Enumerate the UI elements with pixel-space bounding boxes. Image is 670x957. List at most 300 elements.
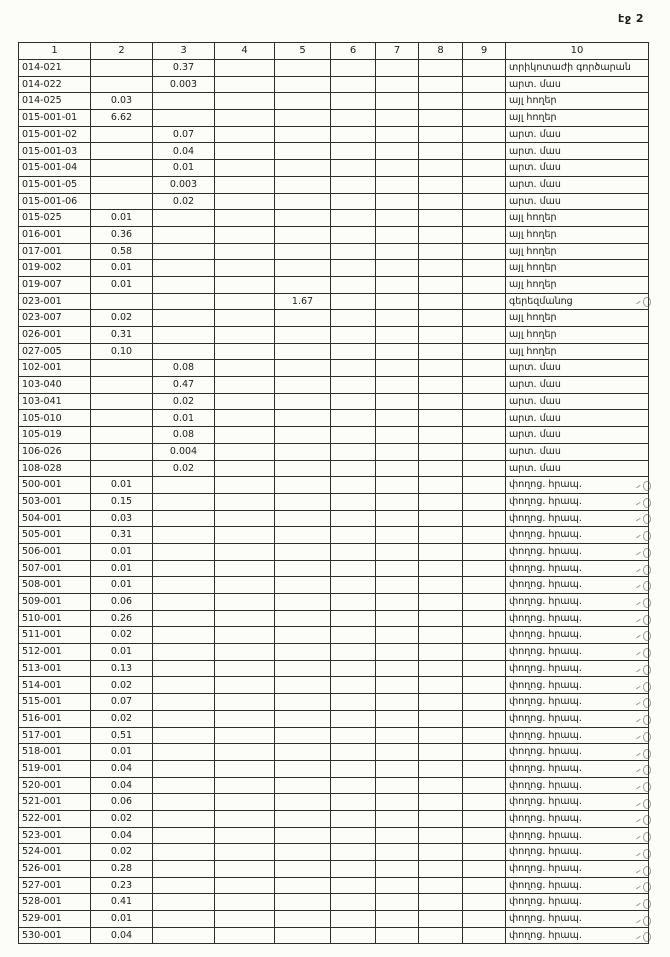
margin-handwriting-mark xyxy=(636,931,656,942)
table-cell xyxy=(463,210,506,227)
table-cell xyxy=(275,126,331,143)
table-row xyxy=(19,560,649,577)
table-cell: այլ հողեր xyxy=(506,243,649,260)
table-cell xyxy=(275,477,331,494)
table-cell: 0.06 xyxy=(91,794,153,811)
table-cell xyxy=(376,160,419,177)
table-cell: փողոց. հրապ. xyxy=(506,810,649,827)
table-cell xyxy=(463,510,506,527)
table-cell: փողոց. հրապ. xyxy=(506,861,649,878)
table-cell: 0.02 xyxy=(153,193,215,210)
table-cell xyxy=(275,276,331,293)
table-row xyxy=(19,493,649,510)
table-cell xyxy=(275,894,331,911)
table-cell xyxy=(331,210,376,227)
table-cell xyxy=(376,410,419,427)
margin-handwriting-mark xyxy=(636,865,656,876)
table-cell xyxy=(215,393,275,410)
table-cell xyxy=(376,143,419,160)
table-cell xyxy=(463,393,506,410)
table-row xyxy=(19,911,649,928)
table-cell xyxy=(153,710,215,727)
table-cell xyxy=(331,777,376,794)
table-cell xyxy=(419,110,463,127)
table-cell xyxy=(419,343,463,360)
table-cell xyxy=(419,844,463,861)
table-cell xyxy=(376,377,419,394)
table-row xyxy=(19,510,649,527)
table-cell xyxy=(376,343,419,360)
table-cell xyxy=(419,543,463,560)
table-cell xyxy=(376,543,419,560)
table-cell: 015-001-01 xyxy=(19,110,91,127)
table-cell xyxy=(463,477,506,494)
table-cell xyxy=(153,677,215,694)
table-cell xyxy=(215,493,275,510)
table-cell: փողոց. հրապ. xyxy=(506,577,649,594)
table-cell: 530-001 xyxy=(19,927,91,944)
table-cell: 0.01 xyxy=(91,276,153,293)
table-cell xyxy=(376,477,419,494)
table-cell: 0.07 xyxy=(91,694,153,711)
table-cell xyxy=(419,694,463,711)
table-cell xyxy=(376,126,419,143)
table-cell: փողոց. հրապ. xyxy=(506,911,649,928)
table-cell xyxy=(419,861,463,878)
table-cell: 0.003 xyxy=(153,176,215,193)
table-row xyxy=(19,293,649,310)
table-cell xyxy=(331,343,376,360)
table-cell: 016-001 xyxy=(19,226,91,243)
table-cell xyxy=(331,877,376,894)
margin-handwriting-mark xyxy=(636,748,656,759)
table-cell xyxy=(153,861,215,878)
table-cell xyxy=(419,126,463,143)
table-cell xyxy=(275,143,331,160)
table-cell: 019-002 xyxy=(19,260,91,277)
table-cell: 108-028 xyxy=(19,460,91,477)
table-cell: փողոց. հրապ. xyxy=(506,777,649,794)
table-cell xyxy=(275,710,331,727)
table-cell: փողոց. հրապ. xyxy=(506,527,649,544)
table-cell: 0.13 xyxy=(91,660,153,677)
table-cell xyxy=(376,327,419,344)
table-cell: տրիկոտաժի գործարան xyxy=(506,60,649,77)
table-cell: 1.67 xyxy=(275,293,331,310)
table-cell: 103-040 xyxy=(19,377,91,394)
table-cell xyxy=(376,310,419,327)
table-cell: 105-019 xyxy=(19,427,91,444)
table-row xyxy=(19,844,649,861)
table-cell xyxy=(376,844,419,861)
margin-handwriting-mark xyxy=(636,898,656,909)
table-row xyxy=(19,677,649,694)
table-cell xyxy=(419,660,463,677)
table-cell xyxy=(331,410,376,427)
table-cell: 0.04 xyxy=(91,760,153,777)
table-cell: արտ. մաս xyxy=(506,126,649,143)
table-cell xyxy=(419,827,463,844)
land-parcel-table xyxy=(18,42,649,944)
table-cell xyxy=(419,677,463,694)
table-cell xyxy=(331,276,376,293)
table-cell: փողոց. հրապ. xyxy=(506,694,649,711)
table-cell: 500-001 xyxy=(19,477,91,494)
table-cell xyxy=(463,543,506,560)
table-cell xyxy=(215,794,275,811)
table-cell xyxy=(275,861,331,878)
table-cell: 504-001 xyxy=(19,510,91,527)
table-row xyxy=(19,260,649,277)
table-cell xyxy=(419,577,463,594)
table-cell xyxy=(331,477,376,494)
table-row xyxy=(19,543,649,560)
table-cell xyxy=(215,276,275,293)
table-row xyxy=(19,460,649,477)
table-cell xyxy=(463,93,506,110)
table-cell xyxy=(275,377,331,394)
table-cell xyxy=(215,911,275,928)
table-cell xyxy=(331,460,376,477)
table-cell xyxy=(153,226,215,243)
margin-handwriting-mark xyxy=(636,848,656,859)
table-cell xyxy=(463,877,506,894)
table-row xyxy=(19,110,649,127)
table-cell xyxy=(331,560,376,577)
table-cell xyxy=(331,594,376,611)
table-cell xyxy=(419,226,463,243)
table-cell xyxy=(419,894,463,911)
table-cell xyxy=(331,76,376,93)
table-cell xyxy=(331,644,376,661)
table-cell: 0.01 xyxy=(153,410,215,427)
table-cell xyxy=(419,243,463,260)
table-cell xyxy=(376,527,419,544)
table-cell: փողոց. հրապ. xyxy=(506,677,649,694)
table-cell xyxy=(376,644,419,661)
table-row xyxy=(19,660,649,677)
table-cell: 023-007 xyxy=(19,310,91,327)
table-cell xyxy=(463,226,506,243)
table-cell: 0.02 xyxy=(91,710,153,727)
table-cell: 023-001 xyxy=(19,293,91,310)
table-cell xyxy=(463,610,506,627)
table-cell: 503-001 xyxy=(19,493,91,510)
table-cell: փողոց. հրապ. xyxy=(506,927,649,944)
column-header-8: 8 xyxy=(419,43,463,60)
table-cell: 0.01 xyxy=(91,644,153,661)
table-cell xyxy=(463,644,506,661)
table-cell xyxy=(463,577,506,594)
table-cell xyxy=(463,660,506,677)
table-row xyxy=(19,694,649,711)
table-cell: 0.01 xyxy=(91,560,153,577)
table-cell xyxy=(215,677,275,694)
table-cell xyxy=(331,443,376,460)
table-row xyxy=(19,594,649,611)
table-cell xyxy=(153,894,215,911)
table-cell xyxy=(275,560,331,577)
table-cell xyxy=(376,877,419,894)
margin-handwriting-mark xyxy=(636,798,656,809)
table-row xyxy=(19,327,649,344)
table-cell xyxy=(463,794,506,811)
table-cell: 015-025 xyxy=(19,210,91,227)
table-cell xyxy=(215,443,275,460)
table-cell xyxy=(419,210,463,227)
table-cell xyxy=(331,660,376,677)
table-cell xyxy=(463,810,506,827)
table-cell xyxy=(215,310,275,327)
table-cell xyxy=(463,627,506,644)
table-cell: փողոց. հրապ. xyxy=(506,610,649,627)
table-cell: այլ հողեր xyxy=(506,310,649,327)
table-cell xyxy=(153,477,215,494)
table-row xyxy=(19,627,649,644)
table-cell xyxy=(463,694,506,711)
table-cell xyxy=(376,510,419,527)
margin-handwriting-mark xyxy=(636,831,656,842)
table-cell xyxy=(331,260,376,277)
table-cell xyxy=(463,460,506,477)
table-cell xyxy=(376,610,419,627)
table-cell xyxy=(419,777,463,794)
table-cell: 0.02 xyxy=(91,810,153,827)
table-cell: 510-001 xyxy=(19,610,91,627)
table-cell xyxy=(215,427,275,444)
table-cell: այլ հողեր xyxy=(506,260,649,277)
table-cell xyxy=(91,160,153,177)
table-cell xyxy=(91,193,153,210)
table-cell xyxy=(331,794,376,811)
table-cell xyxy=(376,60,419,77)
table-cell xyxy=(275,443,331,460)
table-cell xyxy=(419,610,463,627)
table-cell: 528-001 xyxy=(19,894,91,911)
table-cell xyxy=(419,527,463,544)
table-cell: 527-001 xyxy=(19,877,91,894)
table-cell xyxy=(376,694,419,711)
table-cell: փողոց. հրապ. xyxy=(506,660,649,677)
table-cell: այլ հողեր xyxy=(506,276,649,293)
table-row xyxy=(19,410,649,427)
table-cell xyxy=(215,877,275,894)
table-cell xyxy=(419,877,463,894)
table-cell: փողոց. հրապ. xyxy=(506,510,649,527)
table-cell xyxy=(463,777,506,794)
table-cell xyxy=(419,594,463,611)
table-cell: 0.31 xyxy=(91,527,153,544)
table-cell: այլ հողեր xyxy=(506,210,649,227)
table-cell xyxy=(463,260,506,277)
column-header-9: 9 xyxy=(463,43,506,60)
table-cell xyxy=(275,543,331,560)
table-row xyxy=(19,727,649,744)
table-cell xyxy=(463,594,506,611)
table-cell xyxy=(275,427,331,444)
table-cell xyxy=(215,226,275,243)
table-cell: արտ. մաս xyxy=(506,76,649,93)
table-cell xyxy=(419,510,463,527)
table-cell xyxy=(331,327,376,344)
table-cell: 0.36 xyxy=(91,226,153,243)
table-cell xyxy=(215,410,275,427)
table-cell xyxy=(275,827,331,844)
table-row xyxy=(19,93,649,110)
table-cell xyxy=(275,527,331,544)
table-cell xyxy=(153,627,215,644)
table-cell xyxy=(215,710,275,727)
table-cell xyxy=(275,460,331,477)
table-cell xyxy=(331,393,376,410)
column-header-7: 7 xyxy=(376,43,419,60)
margin-handwriting-mark xyxy=(636,881,656,892)
margin-handwriting-mark xyxy=(636,630,656,641)
table-cell: 014-025 xyxy=(19,93,91,110)
table-cell xyxy=(376,894,419,911)
table-cell: 0.01 xyxy=(91,543,153,560)
table-cell: 0.01 xyxy=(91,477,153,494)
table-cell xyxy=(376,827,419,844)
table-cell xyxy=(419,477,463,494)
table-cell xyxy=(215,343,275,360)
table-cell xyxy=(275,744,331,761)
table-cell xyxy=(91,360,153,377)
table-cell xyxy=(215,327,275,344)
table-cell xyxy=(275,510,331,527)
table-cell xyxy=(275,310,331,327)
table-cell: 0.31 xyxy=(91,327,153,344)
table-cell xyxy=(331,927,376,944)
table-cell xyxy=(153,644,215,661)
column-header-6: 6 xyxy=(331,43,376,60)
table-cell: 505-001 xyxy=(19,527,91,544)
table-cell xyxy=(215,777,275,794)
table-cell: փողոց. հրապ. xyxy=(506,543,649,560)
table-cell xyxy=(215,827,275,844)
table-cell xyxy=(153,527,215,544)
table-cell: արտ. մաս xyxy=(506,393,649,410)
table-cell: 0.02 xyxy=(91,844,153,861)
table-cell xyxy=(376,93,419,110)
table-cell: այլ հողեր xyxy=(506,226,649,243)
table-cell xyxy=(331,727,376,744)
table-cell xyxy=(153,93,215,110)
margin-handwriting-mark xyxy=(636,814,656,825)
table-cell xyxy=(376,427,419,444)
margin-handwriting-mark xyxy=(636,764,656,775)
table-cell xyxy=(419,60,463,77)
table-cell: 0.01 xyxy=(91,911,153,928)
table-cell xyxy=(153,493,215,510)
table-cell: 0.07 xyxy=(153,126,215,143)
table-row xyxy=(19,577,649,594)
margin-handwriting-mark xyxy=(636,580,656,591)
table-cell xyxy=(419,744,463,761)
table-cell xyxy=(376,276,419,293)
table-cell xyxy=(331,744,376,761)
table-cell xyxy=(463,677,506,694)
table-cell xyxy=(275,93,331,110)
table-cell xyxy=(419,443,463,460)
table-cell: 6.62 xyxy=(91,110,153,127)
table-cell xyxy=(419,193,463,210)
table-row xyxy=(19,644,649,661)
table-cell xyxy=(215,360,275,377)
table-cell: փողոց. հրապ. xyxy=(506,827,649,844)
table-row xyxy=(19,393,649,410)
margin-handwriting-mark xyxy=(636,597,656,608)
table-row xyxy=(19,226,649,243)
margin-handwriting-mark xyxy=(636,647,656,658)
table-cell xyxy=(91,427,153,444)
table-cell: 015-001-06 xyxy=(19,193,91,210)
table-cell: 529-001 xyxy=(19,911,91,928)
table-cell: 015-001-04 xyxy=(19,160,91,177)
table-cell xyxy=(331,226,376,243)
table-cell: 0.003 xyxy=(153,76,215,93)
table-cell xyxy=(215,610,275,627)
table-cell: այլ հողեր xyxy=(506,343,649,360)
table-cell xyxy=(153,543,215,560)
table-cell: 519-001 xyxy=(19,760,91,777)
table-cell xyxy=(331,243,376,260)
table-cell xyxy=(153,577,215,594)
table-cell: 0.01 xyxy=(91,744,153,761)
table-cell xyxy=(463,861,506,878)
table-cell xyxy=(153,310,215,327)
table-cell xyxy=(331,911,376,928)
table-cell: փողոց. հրապ. xyxy=(506,477,649,494)
table-cell: 508-001 xyxy=(19,577,91,594)
table-cell: արտ. մաս xyxy=(506,410,649,427)
table-cell xyxy=(419,427,463,444)
margin-handwriting-mark xyxy=(636,513,656,524)
table-cell xyxy=(376,243,419,260)
table-cell xyxy=(275,160,331,177)
table-row xyxy=(19,210,649,227)
table-cell xyxy=(215,510,275,527)
table-cell xyxy=(331,694,376,711)
table-cell xyxy=(463,493,506,510)
table-cell xyxy=(376,677,419,694)
margin-handwriting-mark xyxy=(636,530,656,541)
table-cell xyxy=(419,644,463,661)
margin-handwriting-mark xyxy=(636,681,656,692)
table-cell xyxy=(419,794,463,811)
table-cell xyxy=(376,393,419,410)
table-cell: փողոց. հրապ. xyxy=(506,710,649,727)
table-cell: 0.01 xyxy=(91,210,153,227)
table-cell: 103-041 xyxy=(19,393,91,410)
table-cell xyxy=(153,327,215,344)
table-cell xyxy=(331,110,376,127)
table-cell: 514-001 xyxy=(19,677,91,694)
table-cell xyxy=(215,594,275,611)
table-cell xyxy=(153,927,215,944)
table-cell: փողոց. հրապ. xyxy=(506,560,649,577)
table-cell xyxy=(91,410,153,427)
table-cell: արտ. մաս xyxy=(506,377,649,394)
table-cell xyxy=(331,427,376,444)
table-cell: 0.15 xyxy=(91,493,153,510)
table-cell: 0.02 xyxy=(91,310,153,327)
table-cell: 014-022 xyxy=(19,76,91,93)
table-cell: 019-007 xyxy=(19,276,91,293)
table-cell xyxy=(153,343,215,360)
table-cell xyxy=(215,694,275,711)
table-cell: փողոց. հրապ. xyxy=(506,744,649,761)
